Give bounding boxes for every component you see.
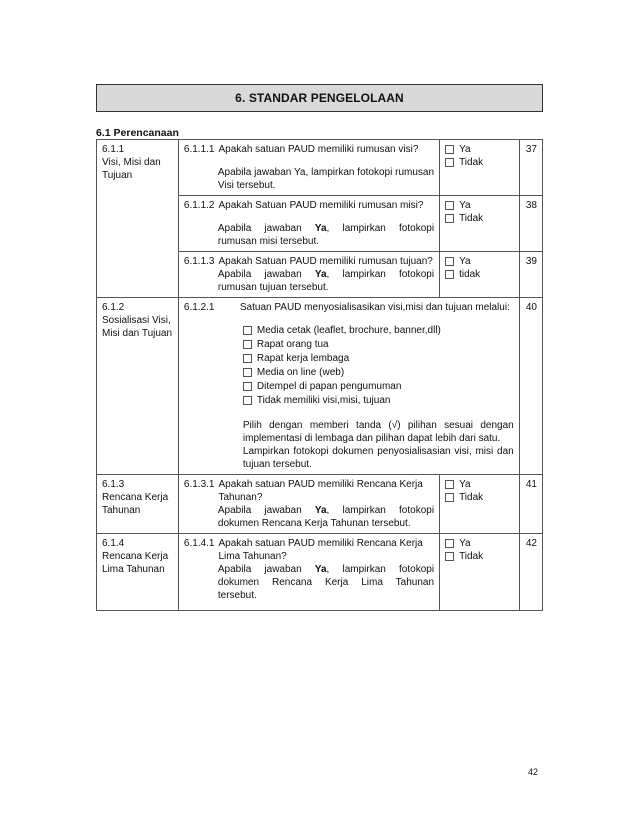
question-number: 6.1.3.1 <box>183 479 215 490</box>
question-note: Apabila jawaban Ya, lampirkan fotokopi rumusan tujuan tersebut. <box>217 269 435 293</box>
options-cell <box>440 140 520 196</box>
checkbox-icon[interactable] <box>445 145 454 154</box>
score-cell: 40 <box>519 298 542 475</box>
question-cell <box>178 298 519 475</box>
indicator-label: Rencana Kerja Tahunan <box>102 492 169 516</box>
question-text: Satuan PAUD menyosialisasikan visi,misi dan tujuan melalui: <box>239 302 510 313</box>
table-row <box>97 475 543 534</box>
question-number: 6.1.1.1 <box>183 144 215 155</box>
question-cell <box>178 252 439 298</box>
question-text: Apakah satuan PAUD memiliki Rencana Kerja Tahunan? <box>218 479 423 503</box>
score-cell: 37 <box>519 140 542 196</box>
page-number: 42 <box>528 767 539 777</box>
checkbox-icon[interactable] <box>445 493 454 502</box>
option-ya[interactable]: Ya <box>445 255 514 268</box>
option-ya[interactable]: Ya <box>445 199 514 212</box>
indicator-cell <box>97 475 179 534</box>
option-media-online[interactable]: Media on line (web) <box>243 366 514 379</box>
indicator-label: Rencana Kerja Lima Tahunan <box>102 551 169 575</box>
checkbox-icon[interactable] <box>243 326 252 335</box>
option-tidak[interactable]: Tidak <box>445 550 514 563</box>
question-number: 6.1.1.2 <box>183 200 215 211</box>
indicator-number: 6.1.4 <box>102 538 125 549</box>
question-note: Apabila jawaban Ya, lampirkan fotokopi dokumen Rencana Kerja Tahunan tersebut. <box>217 505 435 529</box>
question-cell <box>178 475 439 534</box>
checkbox-icon[interactable] <box>445 257 454 266</box>
option-papan-pengumuman[interactable]: Ditempel di papan pengumuman <box>243 380 514 393</box>
checkbox-icon[interactable] <box>445 158 454 167</box>
standard-header <box>96 84 543 112</box>
question-note: Apabila jawaban Ya, lampirkan fotokopi dokumen Rencana Kerja Lima Tahunan tersebut. <box>217 564 435 601</box>
indicator-cell <box>97 298 179 475</box>
section-title: 6.1 Perencanaan <box>96 127 179 139</box>
option-ya[interactable]: Ya <box>445 143 514 156</box>
options-cell <box>440 534 520 611</box>
checkbox-icon[interactable] <box>243 382 252 391</box>
option-rapat-kerja[interactable]: Rapat kerja lembaga <box>243 352 514 365</box>
options-cell <box>440 475 520 534</box>
score-cell: 42 <box>519 534 542 611</box>
checkbox-icon[interactable] <box>445 214 454 223</box>
question-text: Apakah Satuan PAUD memiliki rumusan misi? <box>218 200 424 211</box>
indicator-number: 6.1.1 <box>102 144 125 155</box>
indicator-cell <box>97 140 179 298</box>
standard-title: 6. STANDAR PENGELOLAAN <box>235 91 404 105</box>
attachment-note: Lampirkan fotokopi dokumen penyosialisasian visi, misi dan tujuan tersebut. <box>242 446 514 470</box>
option-media-cetak[interactable]: Media cetak (leaflet, brochure, banner,dll) <box>243 324 514 337</box>
question-cell <box>178 140 439 196</box>
checkbox-icon[interactable] <box>243 368 252 377</box>
checkbox-icon[interactable] <box>445 270 454 279</box>
standard-table <box>96 139 543 611</box>
checkbox-icon[interactable] <box>445 480 454 489</box>
table-row <box>97 140 543 196</box>
options-cell <box>440 252 520 298</box>
score-cell: 39 <box>519 252 542 298</box>
question-note: Apabila jawaban Ya, lampirkan fotokopi rumusan misi tersebut. <box>217 223 435 247</box>
option-tidak[interactable]: tidak <box>445 268 514 281</box>
option-tidak-memiliki[interactable]: Tidak memiliki visi,misi, tujuan <box>243 394 514 407</box>
question-text: Apakah satuan PAUD memiliki rumusan visi? <box>218 144 419 155</box>
checkbox-icon[interactable] <box>445 552 454 561</box>
option-tidak[interactable]: Tidak <box>445 212 514 225</box>
checkbox-icon[interactable] <box>243 354 252 363</box>
checkbox-icon[interactable] <box>243 396 252 405</box>
question-note: Apabila jawaban Ya, lampirkan fotokopi rumusan Visi tersebut. <box>217 167 435 191</box>
option-tidak[interactable]: Tidak <box>445 156 514 169</box>
question-number: 6.1.1.3 <box>183 256 215 267</box>
option-ya[interactable]: Ya <box>445 478 514 491</box>
checkbox-icon[interactable] <box>445 201 454 210</box>
indicator-number: 6.1.2 <box>102 302 125 313</box>
table-row <box>97 534 543 611</box>
question-number: 6.1.4.1 <box>183 538 215 549</box>
table-row <box>97 298 543 475</box>
instruction-note: Pilih dengan memberi tanda (√) pilihan sesuai dengan implementasi di lembaga dan pilihan dapat lebih dari satu. <box>242 420 514 444</box>
indicator-label: Visi, Misi dan Tujuan <box>102 157 161 181</box>
question-cell <box>178 534 439 611</box>
options-cell <box>440 196 520 252</box>
indicator-cell <box>97 534 179 611</box>
score-cell: 41 <box>519 475 542 534</box>
option-ya[interactable]: Ya <box>445 537 514 550</box>
question-cell <box>178 196 439 252</box>
question-text: Apakah Satuan PAUD memiliki rumusan tujuan? <box>218 256 433 267</box>
checkbox-icon[interactable] <box>445 539 454 548</box>
indicator-number: 6.1.3 <box>102 479 125 490</box>
option-rapat-orang-tua[interactable]: Rapat orang tua <box>243 338 514 351</box>
indicator-label: Sosialisasi Visi, Misi dan Tujuan <box>102 315 173 339</box>
question-text: Apakah satuan PAUD memiliki Rencana Kerja Lima Tahunan? <box>218 538 423 562</box>
checkbox-icon[interactable] <box>243 340 252 349</box>
option-list <box>184 324 514 407</box>
question-number: 6.1.2.1 <box>183 302 215 313</box>
option-tidak[interactable]: Tidak <box>445 491 514 504</box>
score-cell: 38 <box>519 196 542 252</box>
